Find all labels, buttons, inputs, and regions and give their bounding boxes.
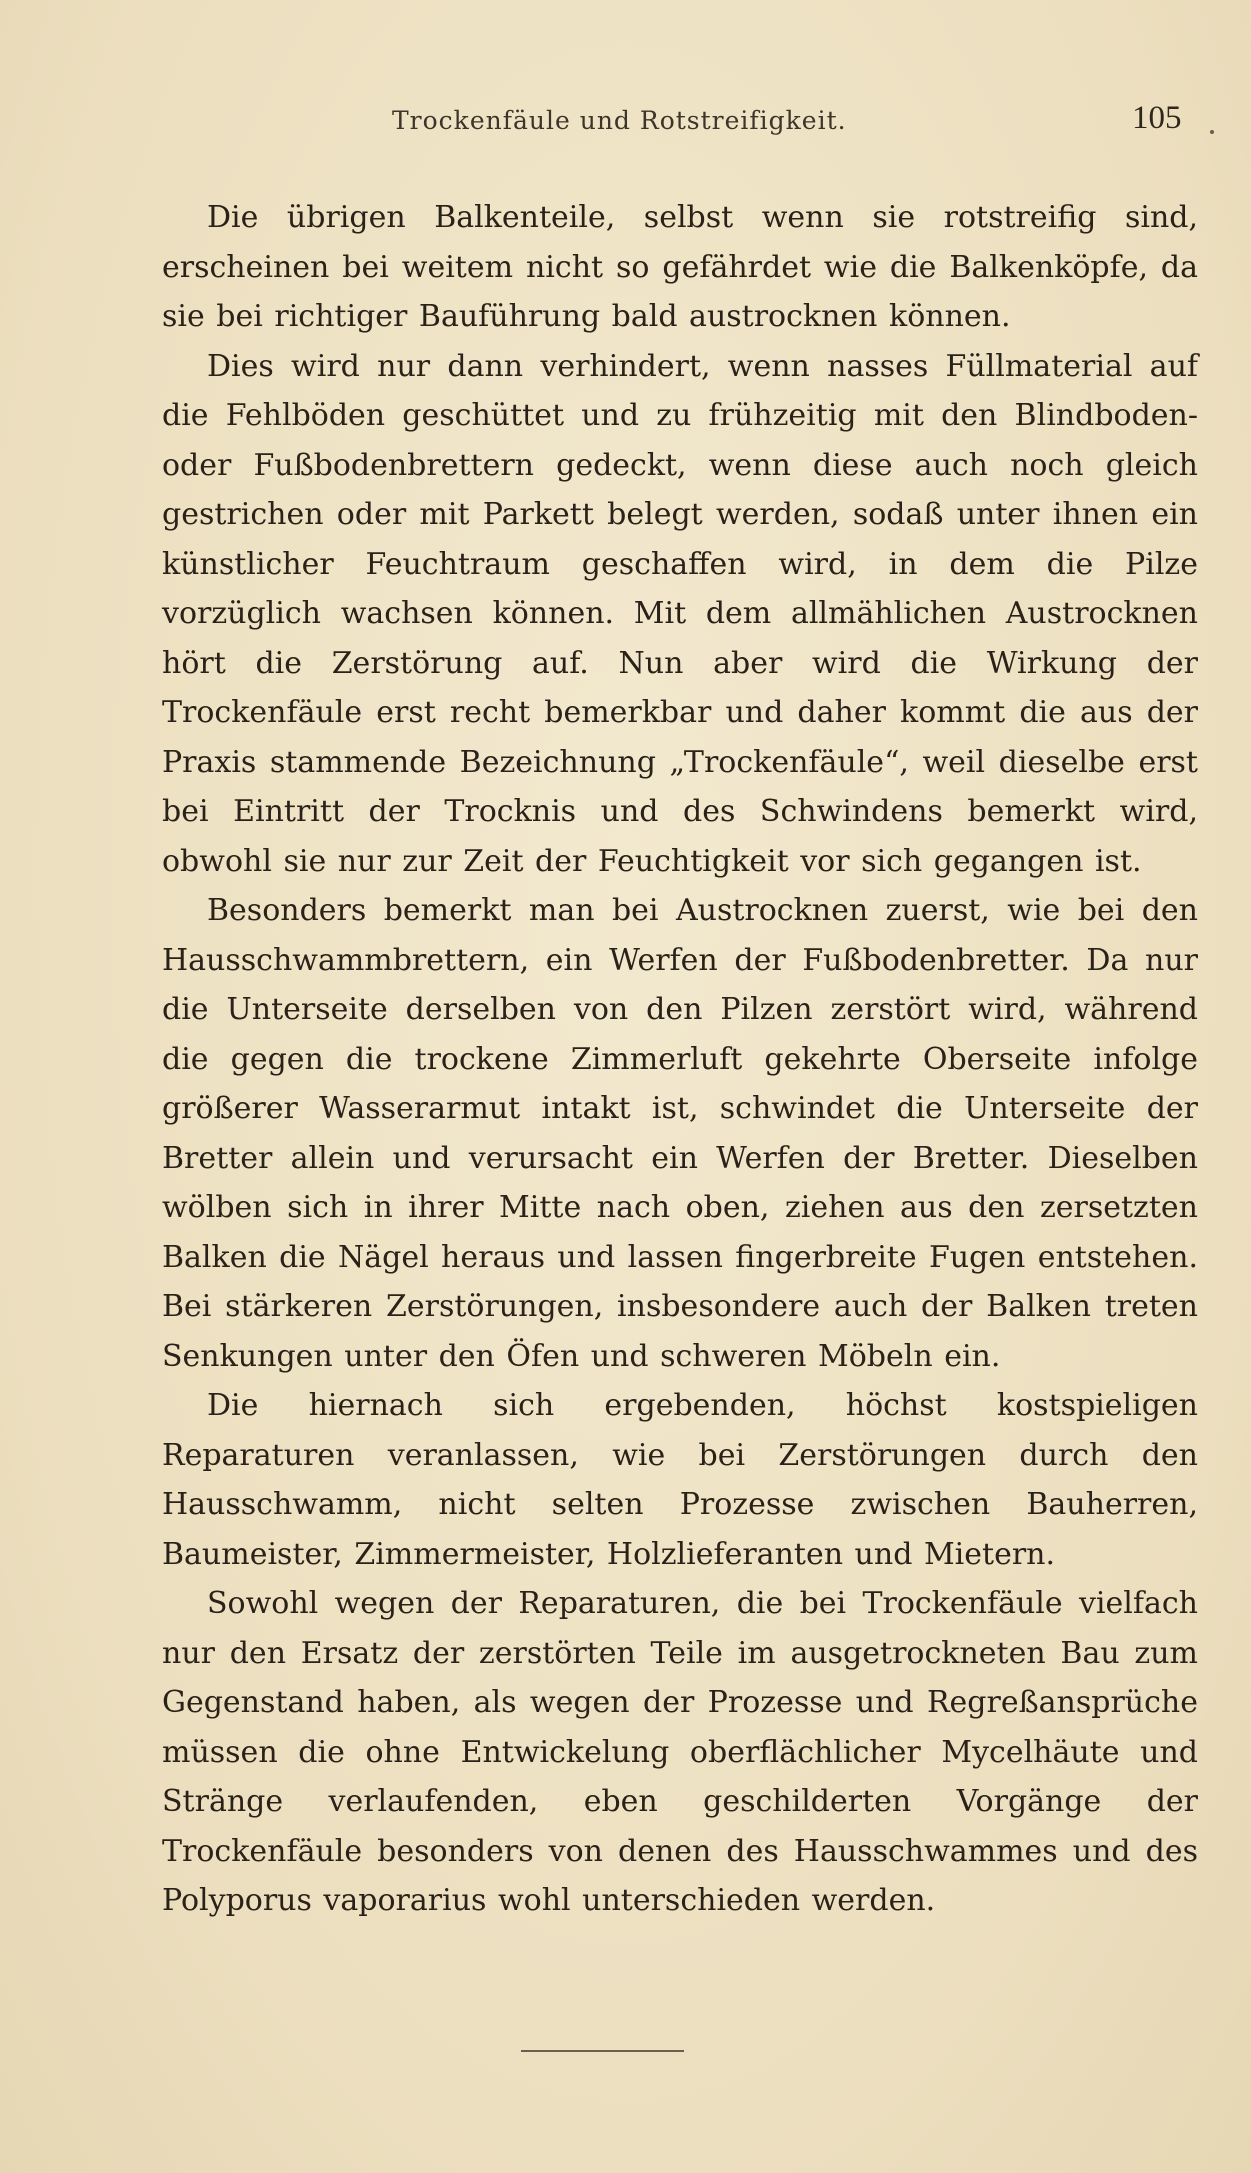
body-text <box>162 193 1198 1926</box>
page-number: 105 <box>1132 100 1182 136</box>
paragraph: Dies wird nur dann verhindert, wenn nasses Füllmaterial auf die Fehlböden geschüttet und zu frühzeitig mit den Blindboden- oder Fußbodenbrettern gedeckt, wenn diese auch noch gleich gestrichen oder mit Parkett belegt werden, sodaß unter ihnen ein künstlicher Feuchtraum geschaffen wird, in dem die Pilze vorzüglich wachsen können. Mit dem allmählichen Austrocknen hört die Zerstörung auf. Nun aber wird die Wirkung der Trockenfäule erst recht bemerkbar und daher kommt die aus der Praxis stammende Bezeichnung „Trockenfäule“, weil dieselbe erst bei Eintritt der Trocknis und des Schwindens bemerkt wird, obwohl sie nur zur Zeit der Feuchtigkeit vor sich gegangen ist. <box>162 348 1198 879</box>
footer-rule <box>521 2050 684 2052</box>
paragraph: Besonders bemerkt man bei Austrocknen zuerst, wie bei den Hausschwammbrettern, ein Werfen der Fußbodenbretter. Da nur die Unterseite derselben von den Pilzen zerstört wird, während die gegen die trockene Zimmerluft gekehrte Oberseite infolge größerer Wasserarmut intakt ist, schwindet die Unterseite der Bretter allein und verursacht ein Werfen der Bretter. Dieselben wölben sich in ihrer Mitte nach oben, ziehen aus den zersetzten Balken die Nägel heraus und lassen fingerbreite Fugen entstehen. Bei stärkeren Zerstörungen, insbesondere auch der Balken treten Senkungen unter den Öfen und schweren Möbeln ein. <box>162 893 1198 1374</box>
paragraph: Die hiernach sich ergebenden, höchst kostspieligen Reparaturen veranlassen, wie bei Zerstörungen durch den Hausschwamm, nicht selten Prozesse zwischen Bauherren, Baumeister, Zimmermeister, Holzlieferanten und Mietern. <box>162 1388 1198 1572</box>
running-head <box>160 100 1210 144</box>
paragraph: Die übrigen Balkenteile, selbst wenn sie rotstreifig sind, erscheinen bei weitem nicht so gefährdet wie die Balkenköpfe, da sie bei richtiger Bauführung bald austrocknen können. <box>162 200 1198 334</box>
running-title: Trockenfäule und Rotstreifigkeit. <box>392 106 847 135</box>
paragraph: Sowohl wegen der Reparaturen, die bei Trockenfäule vielfach nur den Ersatz der zerstörten Teile im ausgetrockneten Bau zum Gegenstand haben, als wegen der Prozesse und Regreßansprüche müssen die ohne Entwickelung oberflächlicher Mycelhäute und Stränge verlaufenden, eben geschilderten Vorgänge der Trockenfäule besonders von denen des Hausschwammes und des Polyporus vaporarius wohl unterschieden werden. <box>162 1586 1198 1918</box>
printing-speck <box>1210 130 1214 134</box>
